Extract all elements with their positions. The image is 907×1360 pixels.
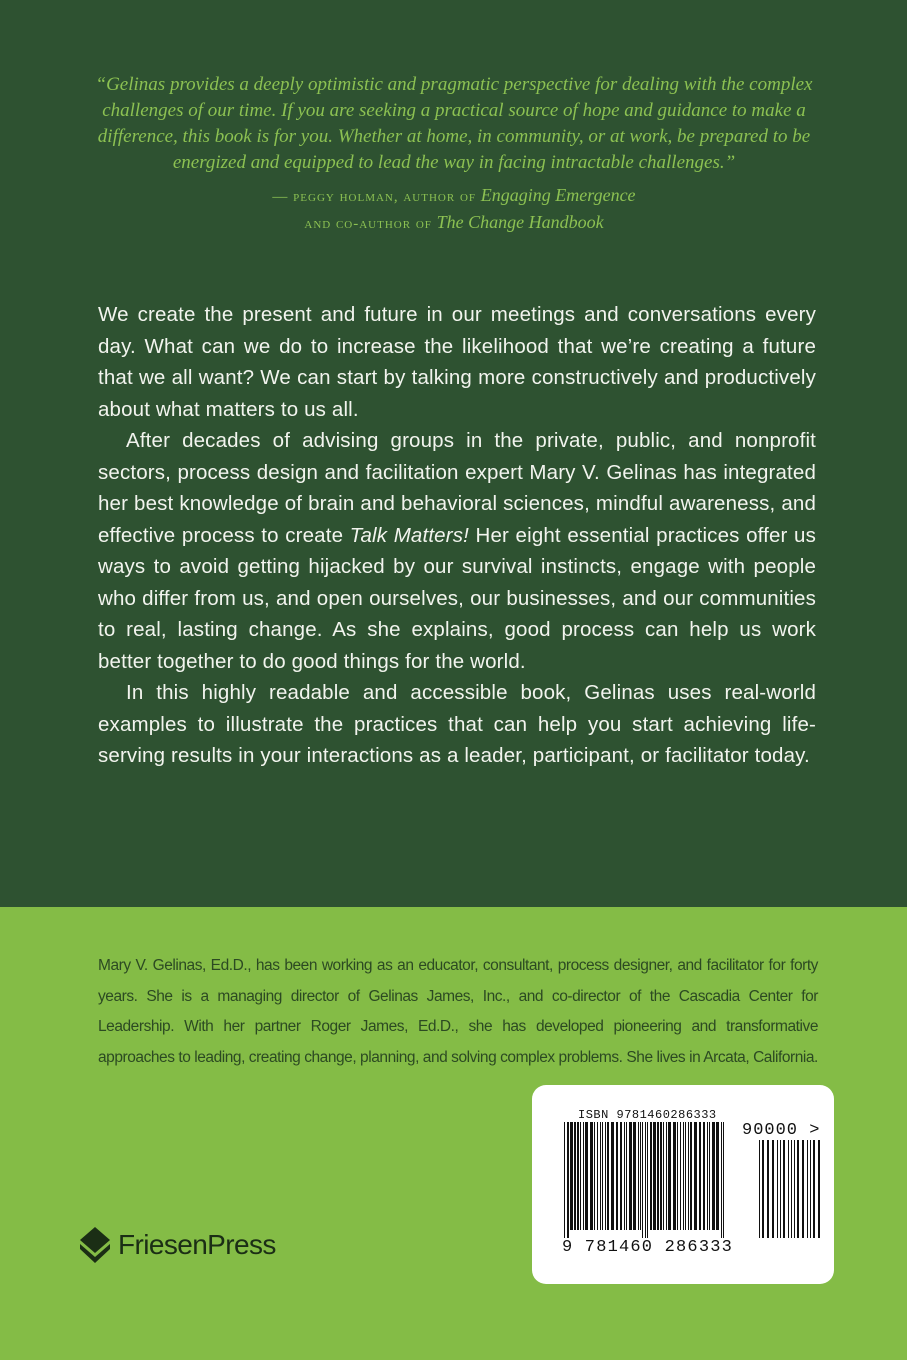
publisher-name: FriesenPress xyxy=(118,1229,276,1260)
barcode-bar xyxy=(585,1122,588,1230)
barcode-bar xyxy=(647,1122,648,1238)
barcode-digits: 9 781460 286333 xyxy=(562,1238,734,1257)
barcode-bar xyxy=(580,1122,581,1230)
attribution-line-1 xyxy=(86,183,822,210)
addon-barcode-bar xyxy=(794,1140,795,1238)
barcode-bar xyxy=(716,1122,719,1230)
attribution-coauthor: and co-author of xyxy=(304,216,437,232)
isbn-barcode xyxy=(562,1122,824,1238)
book-title-inline: Talk Matters! xyxy=(349,523,469,547)
barcode-bar xyxy=(723,1122,724,1238)
endorsement-quote: “Gelinas provides a deeply optimistic and pragmatic perspective for dealing with the complex challenges of our time. If you are seeking a practical source of hope and guidance to make a difference, this book is for you. Whether at home, in community, or at work, be prepared to be energized and equipped to lead the way in facing intractable challenges.” xyxy=(95,74,813,173)
author-bio: Mary V. Gelinas, Ed.D., has been working as an educator, consultant, process designer, and facilitator for forty years. She is a managing director of Gelinas James, Inc., and co-director of the Cascadia Center for Leadership. With her partner Roger James, Ed.D., she has developed pioneering and transformative approaches to leading, creating change, planning, and solving complex problems. She lives in Arcata, California. xyxy=(98,957,818,1066)
attribution-line-2 xyxy=(86,210,822,237)
description-p2-after: Her eight essential practices offer us ways to avoid getting hijacked by our survival instincts, engage with people who differ from us, and open ourselves, our businesses, and our communities to real, lasting change. As she explains, good process can help us work better together to do good things for the world. xyxy=(98,523,817,673)
addon-barcode-bar xyxy=(810,1140,811,1238)
barcode-bar xyxy=(642,1122,643,1238)
addon-barcode-bar xyxy=(759,1140,760,1238)
addon-barcode-bar xyxy=(783,1140,785,1238)
book-description xyxy=(98,299,816,772)
addon-barcode-bar xyxy=(818,1140,820,1238)
barcode-bar xyxy=(673,1122,676,1230)
barcode-bar xyxy=(703,1122,705,1230)
barcode-bar xyxy=(611,1122,614,1230)
barcode-bar xyxy=(683,1122,684,1230)
barcode-bar xyxy=(594,1122,595,1230)
barcode-bar xyxy=(645,1122,646,1238)
addon-barcode-bar xyxy=(777,1140,778,1238)
attribution-book-title-1: Engaging Emergence xyxy=(480,185,636,205)
addon-barcode-bar xyxy=(767,1140,769,1238)
endorsement-attribution xyxy=(86,183,822,237)
addon-barcode-bar xyxy=(807,1140,808,1238)
barcode-bar xyxy=(577,1122,579,1230)
barcode-bar xyxy=(616,1122,618,1230)
barcode-bar xyxy=(721,1122,722,1238)
friesenpress-logo-icon xyxy=(78,1225,112,1265)
barcode-bar xyxy=(663,1122,664,1230)
description-p2-before: After decades of advising groups in the private, public, and nonprofit sectors, process design and facilitation expert Mary V. Gelinas has integrated her best knowledge of brain and behavioral sciences, mindful awareness, and effective process to create xyxy=(98,429,816,547)
barcode-bar xyxy=(574,1122,576,1230)
barcode-bar xyxy=(688,1122,689,1230)
addon-barcode-bar xyxy=(780,1140,781,1238)
addon-barcode-bar xyxy=(797,1140,799,1238)
publisher-logo xyxy=(78,1225,276,1265)
barcode-bar xyxy=(624,1122,625,1230)
barcode-bar xyxy=(709,1122,710,1230)
barcode-bar xyxy=(570,1122,573,1230)
barcode-bar xyxy=(707,1122,708,1230)
addon-barcode-bar xyxy=(813,1140,815,1238)
barcode-bar xyxy=(633,1122,636,1230)
barcode-bar xyxy=(690,1122,692,1230)
barcode-bar xyxy=(712,1122,715,1230)
barcode-bar xyxy=(629,1122,632,1230)
barcode-bar xyxy=(668,1122,671,1230)
description-paragraph-3: In this highly readable and accessible book, Gelinas uses real-world examples to illustrate the practices that can help you start achieving life-serving results in your interactions as a leader, participant, or facilitator today. xyxy=(98,681,816,767)
barcode-bar xyxy=(699,1122,701,1230)
barcode-bar xyxy=(602,1122,603,1230)
barcode-bar xyxy=(657,1122,659,1230)
barcode-bar xyxy=(653,1122,656,1230)
description-paragraph-2 xyxy=(98,425,816,677)
barcode-bar xyxy=(620,1122,622,1230)
barcode-bar xyxy=(638,1122,639,1230)
barcode-bar xyxy=(583,1122,584,1230)
barcode-bar xyxy=(650,1122,652,1230)
barcode-bar xyxy=(567,1122,569,1238)
barcode-bar xyxy=(564,1122,565,1238)
attribution-book-title-2: The Change Handbook xyxy=(436,212,604,232)
barcode-bar xyxy=(660,1122,662,1230)
price-code: 90000 > xyxy=(742,1121,821,1140)
barcode-bar xyxy=(640,1122,641,1230)
addon-barcode-bar xyxy=(788,1140,789,1238)
barcode-bar xyxy=(600,1122,601,1230)
attribution-author: — peggy holman, author of xyxy=(272,189,481,205)
addon-barcode-bar xyxy=(802,1140,804,1238)
barcode-bar xyxy=(626,1122,627,1230)
barcode-bar xyxy=(666,1122,667,1230)
barcode-bar xyxy=(605,1122,606,1230)
description-paragraph-1: We create the present and future in our meetings and conversations every day. What can we do to increase the likelihood that we’re creating a future that we all want? We can start by talking more constructively and productively about what matters to us all. xyxy=(98,303,816,421)
addon-barcode-bar xyxy=(762,1140,764,1238)
barcode-bar xyxy=(680,1122,681,1230)
addon-barcode-bar xyxy=(791,1140,792,1238)
addon-barcode-bar xyxy=(772,1140,774,1238)
barcode-bar xyxy=(590,1122,593,1230)
barcode-bar xyxy=(677,1122,678,1230)
barcode-bar xyxy=(694,1122,697,1230)
barcode-bar xyxy=(607,1122,609,1230)
barcode-bar xyxy=(597,1122,598,1230)
isbn-label: ISBN 9781460286333 xyxy=(578,1108,717,1122)
barcode-bar xyxy=(685,1122,686,1230)
